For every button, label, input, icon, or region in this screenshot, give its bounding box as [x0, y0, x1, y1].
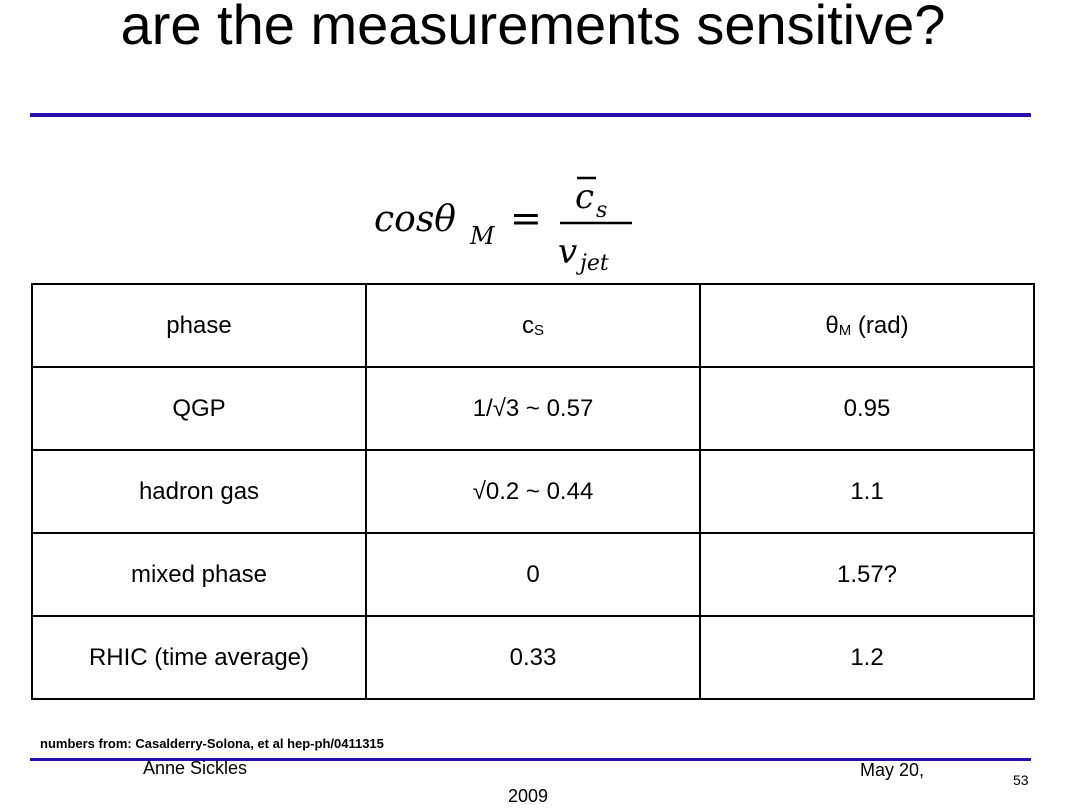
- formula: [370, 168, 660, 278]
- footer-date-line2: 2009: [508, 786, 549, 806]
- cell-theta: 0.95: [700, 367, 1034, 450]
- cell-cs: √0.2 ~ 0.44: [366, 450, 700, 533]
- formula-lhs: cosθ: [374, 199, 456, 240]
- header-theta-unit: (rad): [851, 311, 909, 339]
- cell-phase: mixed phase: [32, 533, 366, 616]
- formula-numerator-sub: s: [596, 198, 608, 223]
- footer-date: [420, 758, 924, 808]
- sound-speed-table: [31, 283, 1035, 700]
- page-number: 53: [1013, 772, 1029, 788]
- cell-cs: 0.33: [366, 616, 700, 699]
- source-note: numbers from: Casalderry-Solona, et al hep-ph/0411315: [40, 736, 384, 751]
- table-header-row: [32, 284, 1034, 367]
- table-row: [32, 616, 1034, 699]
- formula-denominator: v: [558, 232, 578, 272]
- header-phase: phase: [32, 284, 366, 367]
- cell-theta: 1.57?: [700, 533, 1034, 616]
- formula-equals: =: [510, 196, 542, 240]
- cell-phase: QGP: [32, 367, 366, 450]
- cell-phase: RHIC (time average): [32, 616, 366, 699]
- table-row: [32, 367, 1034, 450]
- cell-cs: 1/√3 ~ 0.57: [366, 367, 700, 450]
- header-cs-main: c: [521, 311, 534, 339]
- header-theta-main: θ: [825, 311, 839, 339]
- title-divider: [30, 113, 1031, 117]
- footer-author: Anne Sickles: [143, 758, 248, 778]
- slide-title: are the measurements sensitive?: [120, 0, 946, 56]
- formula-numerator: c: [575, 177, 595, 217]
- formula-denominator-sub: jet: [580, 251, 609, 276]
- footer-date-line1: May 20,: [859, 760, 924, 780]
- cell-cs: 0: [366, 533, 700, 616]
- table-row: [32, 533, 1034, 616]
- header-theta-sub: M: [838, 321, 852, 339]
- header-theta: [700, 284, 1034, 367]
- cell-theta: 1.1: [700, 450, 1034, 533]
- cell-theta: 1.2: [700, 616, 1034, 699]
- cell-phase: hadron gas: [32, 450, 366, 533]
- table-row: [32, 450, 1034, 533]
- header-cs: [366, 284, 700, 367]
- header-cs-sub: S: [533, 321, 544, 339]
- formula-lhs-sub: M: [470, 222, 495, 250]
